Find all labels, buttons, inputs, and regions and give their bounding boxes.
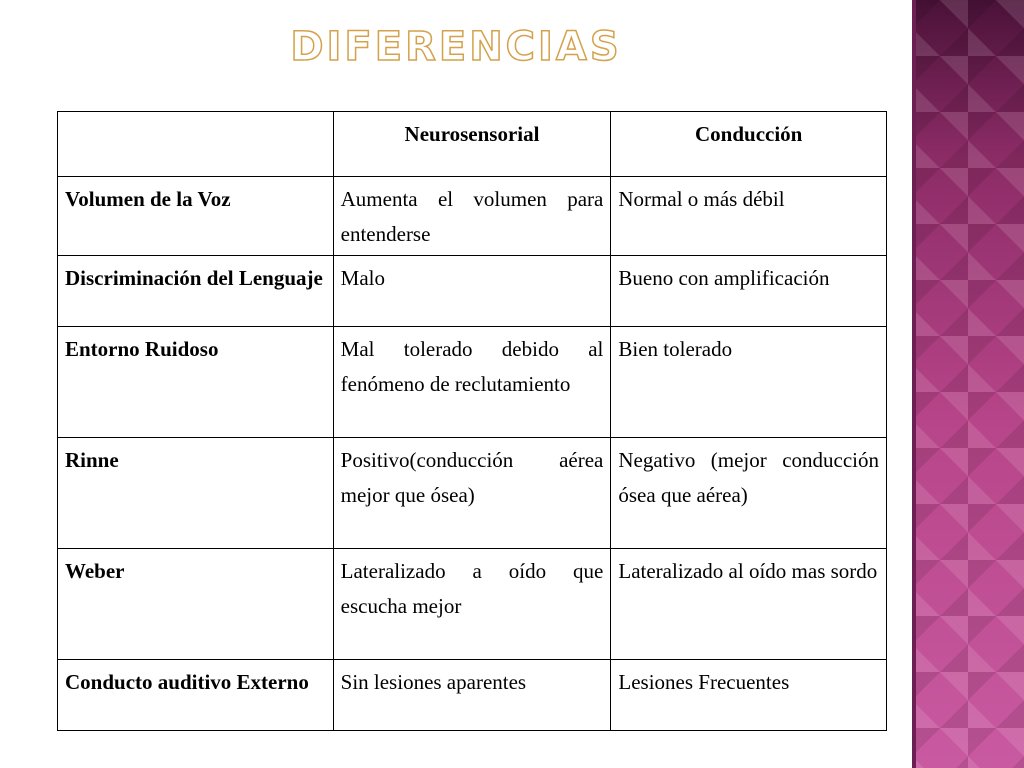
comparison-table: [57, 111, 887, 731]
table-row: [58, 549, 887, 660]
decorative-side-band: [912, 0, 1024, 768]
side-band-edge: [912, 0, 916, 768]
row-label: Conducto auditivo Externo: [58, 660, 334, 731]
table-row: [58, 177, 887, 256]
table-row: [58, 438, 887, 549]
neurosensorial-cell: Lateralizado a oído que escucha mejor: [333, 549, 611, 660]
neurosensorial-cell: Aumenta el volumen para entenderse: [333, 177, 611, 256]
conduccion-cell: Lesiones Frecuentes: [611, 660, 887, 731]
table-header-row: [58, 112, 887, 177]
table-row: [58, 256, 887, 327]
conduccion-cell: Bueno con amplificación: [611, 256, 887, 327]
header-empty-cell: [58, 112, 334, 177]
table-row: [58, 327, 887, 438]
row-label: Discriminación del Lenguaje: [58, 256, 334, 327]
row-label: Volumen de la Voz: [58, 177, 334, 256]
neurosensorial-cell: Malo: [333, 256, 611, 327]
row-label: Entorno Ruidoso: [58, 327, 334, 438]
row-label: Weber: [58, 549, 334, 660]
conduccion-cell: Negativo (mejor conducción ósea que aérea): [611, 438, 887, 549]
neurosensorial-cell: Sin lesiones aparentes: [333, 660, 611, 731]
conduccion-cell: Bien tolerado: [611, 327, 887, 438]
neurosensorial-cell: Positivo(conducción aérea mejor que ósea): [333, 438, 611, 549]
header-neurosensorial: Neurosensorial: [333, 112, 611, 177]
table-row: [58, 660, 887, 731]
header-conduccion: Conducción: [611, 112, 887, 177]
neurosensorial-cell: Mal tolerado debido al fenómeno de reclutamiento: [333, 327, 611, 438]
conduccion-cell: Lateralizado al oído mas sordo: [611, 549, 887, 660]
row-label: Rinne: [58, 438, 334, 549]
conduccion-cell: Normal o más débil: [611, 177, 887, 256]
slide-title: DIFERENCIAS: [290, 24, 622, 70]
